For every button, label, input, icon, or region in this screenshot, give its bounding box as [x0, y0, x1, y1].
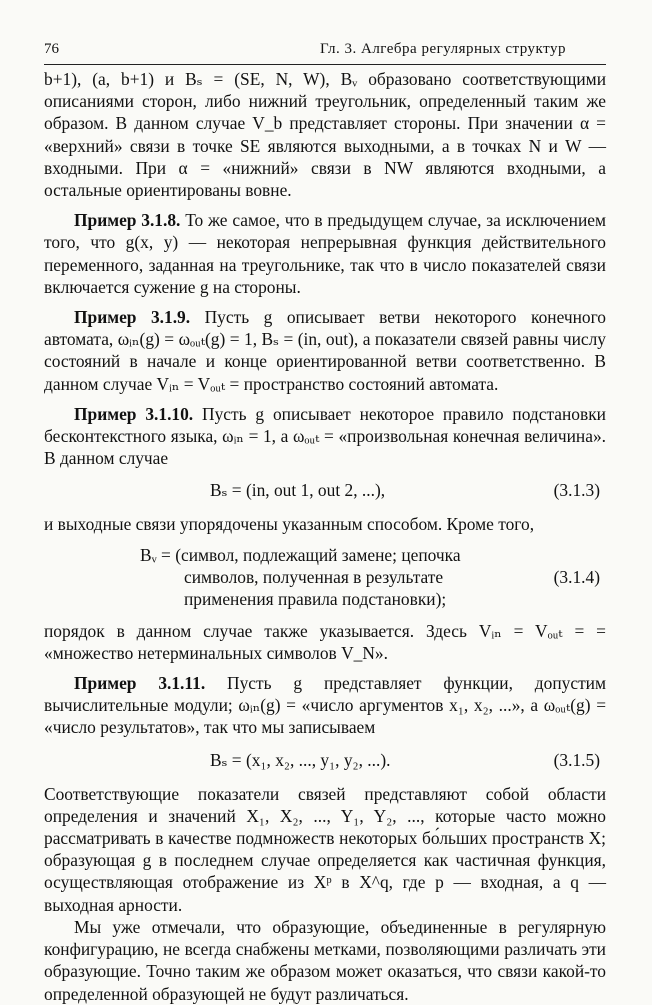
formula-body: Bₛ = (x₁, x₂, ..., y₁, y₂, ...). [210, 749, 391, 770]
example-paragraph [44, 403, 606, 470]
example-label: Пример 3.1.9. [74, 307, 191, 328]
paragraph: Соответствующие показатели связей представляют собой области определения и значений X₁, X₂, ..., Y₁, Y₂, ..., которые часто можно рассматривать в качестве подмножеств некоторых бо́льших пространств X; образующая g в последнем случае определяется как частичная функция, осуществляющая отображение из Xᵖ в X^q, где p — входная, а q — выходная арности. [44, 783, 606, 915]
example-text: Пусть g описывает некоторое правило подстановки бесконтекстного языка, ωᵢₙ = 1, а ωₒᵤₜ = «произвольная конечная величина». В данном случае [44, 403, 606, 469]
formula-line: символов, полученная в результате [184, 566, 444, 587]
formula-3-1-4 [44, 544, 606, 612]
formula-line: Bᵥ = (символ, подлежащий замене; цепочка [140, 544, 461, 565]
formula-number: (3.1.5) [553, 749, 600, 770]
formula-3-1-5 [44, 749, 606, 773]
formula-number: (3.1.4) [553, 566, 600, 587]
example-paragraph [44, 306, 606, 395]
example-text: Пусть g описывает ветви некоторого конечного автомата, ωᵢₙ(g) = ωₒᵤₜ(g) = 1, Bₛ = (in, out), а показатели связей равны числу состояний в начале и конце ориентированной ветви соответственно. В данном случае Vᵢₙ = Vₒᵤₜ = пространство состояний автомата. [44, 307, 606, 394]
example-label: Пример 3.1.8. [74, 210, 181, 231]
page-body [44, 68, 606, 1005]
example-paragraph [44, 209, 606, 298]
example-label: Пример 3.1.10. [74, 403, 194, 424]
paragraph: b+1), (a, b+1) и Bₛ = (SE, N, W), Bᵥ образовано соответствующими описаниями сторон, либо нижний треугольник, определенный таким же образом. В данном случае V_b представляет стороны. При значении α = «верхний» связи в точке SE являются выходными, а в точках N и W — входными. При α = «нижний» связи в NW являются входными, а остальные ориентированы вовне. [44, 69, 606, 201]
example-paragraph [44, 672, 606, 739]
formula-number: (3.1.3) [553, 480, 600, 501]
paragraph: Мы уже отмечали, что образующие, объединенные в регулярную конфигурацию, не всегда снабжены метками, позволяющими различать эти образующие. Точно таким же образом может оказаться, что связи какой-то определенной образующей не будут различаться. [44, 916, 606, 1004]
running-header [44, 38, 606, 65]
formula-body [140, 544, 520, 611]
running-title: Гл. 3. Алгебра регулярных структур [319, 41, 566, 57]
formula-line: применения правила подстановки); [184, 589, 447, 610]
formula-body: Bₛ = (in, out 1, out 2, ...), [210, 480, 386, 501]
paragraph: и выходные связи упорядочены указанным способом. Кроме того, [44, 514, 535, 535]
page-number: 76 [44, 41, 59, 57]
paragraph: порядок в данном случае также указывается. Здесь Vᵢₙ = Vₒᵤₜ = = «множество нетерминальных символов V_N». [44, 620, 606, 663]
formula-3-1-3 [44, 479, 606, 503]
example-label: Пример 3.1.11. [74, 673, 206, 694]
example-text: Пусть g представляет функции, допустим вычислительные модули; ωᵢₙ(g) = «число аргументов x₁, x₂, ...», а ωₒᵤₜ(g) = «число результатов», так что мы записываем [44, 673, 606, 738]
example-text: То же самое, что в предыдущем случае, за исключением того, что g(x, y) — некоторая непрерывная функция действительного переменного, заданная на треугольнике, так что в число показателей связи включается сужение g на стороны. [44, 210, 606, 297]
